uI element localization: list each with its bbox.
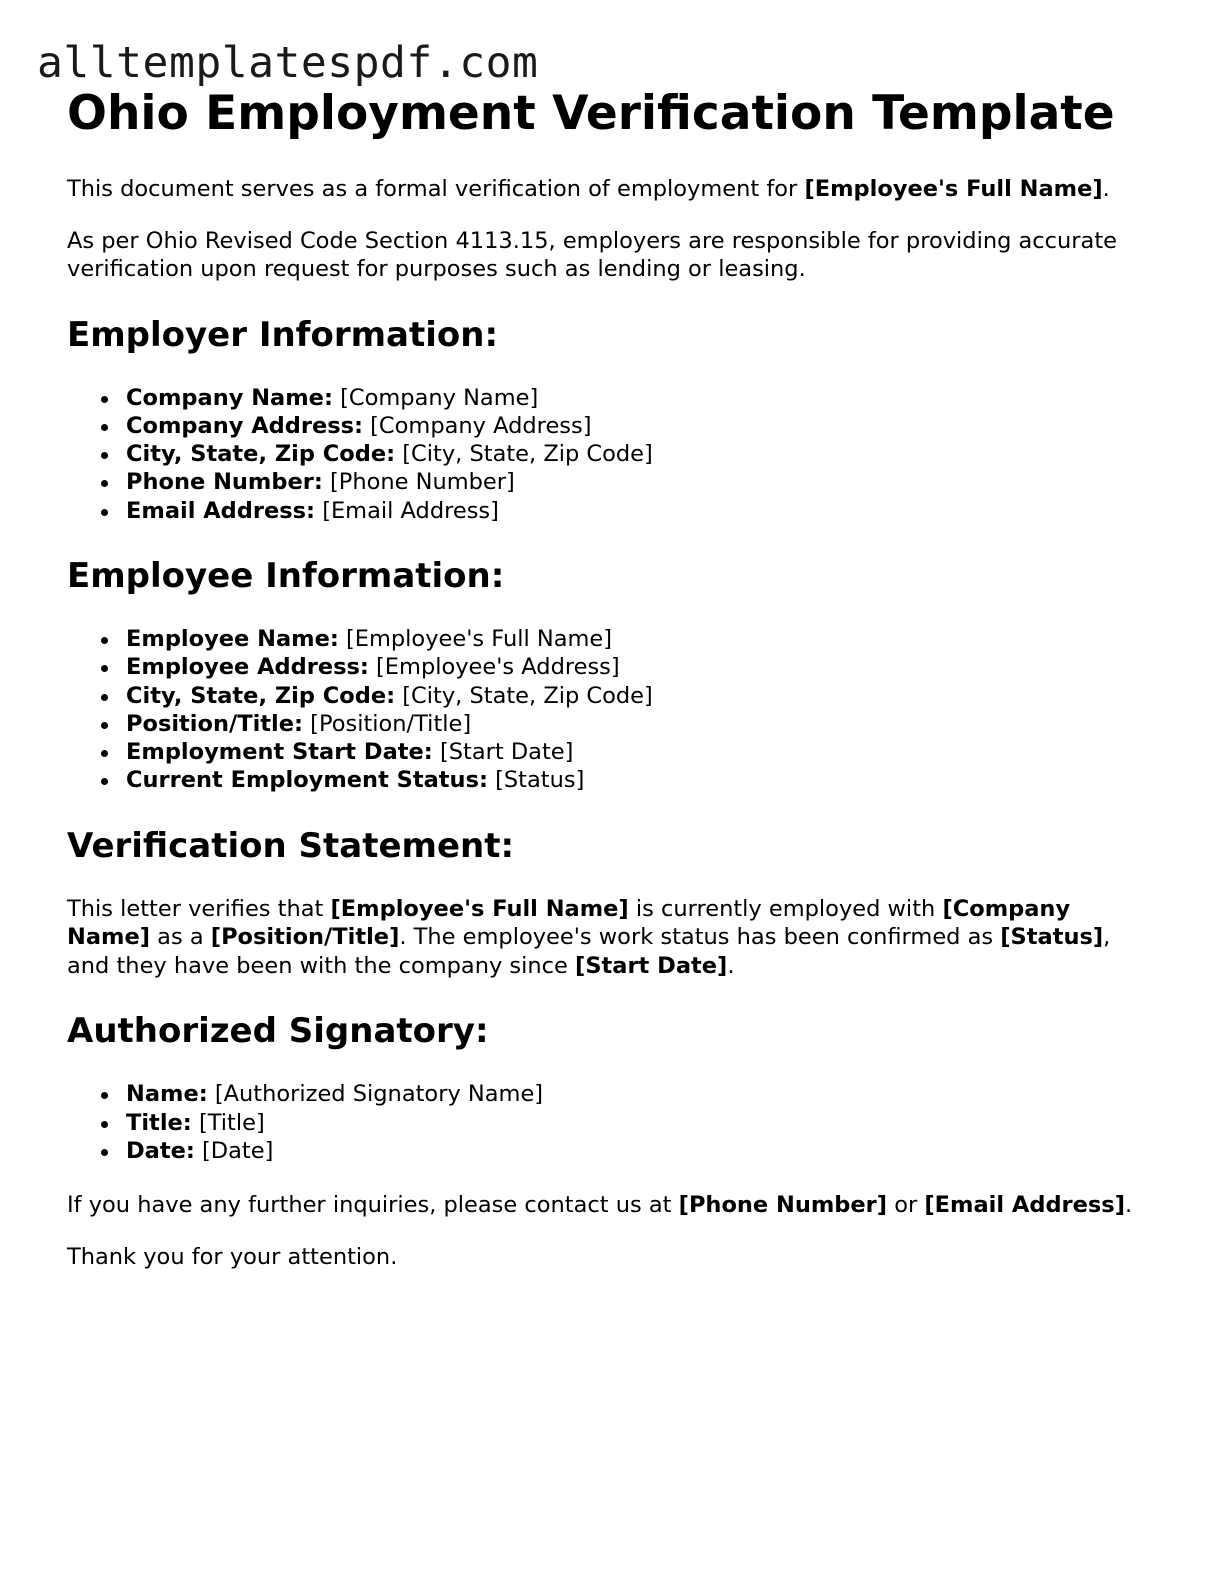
inquiry-phone: [Phone Number] [678,1192,888,1219]
thanks-paragraph: Thank you for your attention. [67,1243,398,1270]
document-title: Ohio Employment Verification Template [67,86,1115,141]
inquiry-text: or [887,1192,925,1219]
list-item [126,766,1147,794]
list-item [126,710,1147,738]
verification-text: , and they have been with the company since [67,924,1111,979]
field-value: [Phone Number] [330,469,515,496]
verification-text: . The employee's work status has been confirmed as [399,924,1001,951]
field-value: [Start Date] [439,739,574,766]
field-value: [Company Address] [370,412,592,439]
field-label: Company Address: [126,412,363,439]
inquiry-paragraph [67,1191,1147,1220]
employer-list [67,384,1147,525]
inquiry-email: [Email Address] [924,1192,1125,1219]
verification-company-name: [Company Name] [67,895,1071,951]
field-label: Phone Number: [126,469,323,496]
field-label: Employment Start Date: [126,739,433,766]
field-label: City, State, Zip Code: [126,441,396,468]
field-value: [Employee's Full Name] [345,625,613,652]
verification-text: is currently employed with [628,895,943,922]
employee-heading: Employee Information: [67,555,505,596]
field-value: [City, State, Zip Code] [402,682,653,709]
field-value: [Title] [198,1109,265,1136]
employer-heading: Employer Information: [67,314,499,355]
verification-status: [Status] [1000,924,1104,951]
list-item [126,1080,1147,1108]
verification-employee-name: [Employee's Full Name] [330,895,629,922]
list-item [126,625,1147,653]
signatory-heading: Authorized Signatory: [67,1011,489,1052]
field-label: Email Address: [126,497,316,524]
verification-start-date: [Start Date] [575,952,728,979]
field-value: [City, State, Zip Code] [402,441,653,468]
verification-text: as a [150,924,211,951]
field-value: [Status] [495,767,585,794]
inquiry-text: . [1124,1192,1133,1219]
list-item [126,682,1147,710]
field-value: [Position/Title] [310,710,472,737]
field-label: Employee Name: [126,625,339,652]
field-value: [Email Address] [322,497,499,524]
employee-list [67,625,1147,795]
law-paragraph: As per Ohio Revised Code Section 4113.15, employers are responsible for providing accurate verification upon request for purposes such as lending or leasing. [67,227,1118,282]
signatory-list [67,1080,1147,1165]
verification-text: This letter verifies that [67,895,331,922]
field-label: Current Employment Status: [126,767,488,794]
field-label: City, State, Zip Code: [126,682,396,709]
verification-paragraph [67,895,1147,981]
field-value: [Authorized Signatory Name] [214,1081,544,1108]
list-item [126,384,1147,412]
field-label: Title: [126,1109,192,1136]
field-label: Name: [126,1081,208,1108]
verification-text: . [727,952,735,979]
intro-period: . [1102,176,1110,202]
document-body [67,84,1147,1271]
list-item [126,412,1147,440]
list-item [126,653,1147,681]
field-value: [Company Name] [340,384,539,411]
field-label: Date: [126,1137,195,1164]
inquiry-text: If you have any further inquiries, please contact us at [67,1192,679,1219]
field-value: [Employee's Address] [376,654,620,681]
watermark-text: alltemplatespdf.com [37,38,539,88]
list-item [126,738,1147,766]
intro-paragraph [67,175,1147,204]
list-item [126,1137,1147,1165]
verification-position: [Position/Title] [210,924,400,951]
field-label: Company Name: [126,384,333,411]
verification-heading: Verification Statement: [67,825,515,866]
field-value: [Date] [202,1137,274,1164]
field-label: Employee Address: [126,654,369,681]
list-item [126,468,1147,496]
intro-employee-name: [Employee's Full Name] [804,176,1103,202]
list-item [126,1109,1147,1137]
intro-text: This document serves as a formal verification of employment for [67,176,805,202]
field-label: Position/Title: [126,710,304,737]
list-item [126,440,1147,468]
list-item [126,497,1147,525]
